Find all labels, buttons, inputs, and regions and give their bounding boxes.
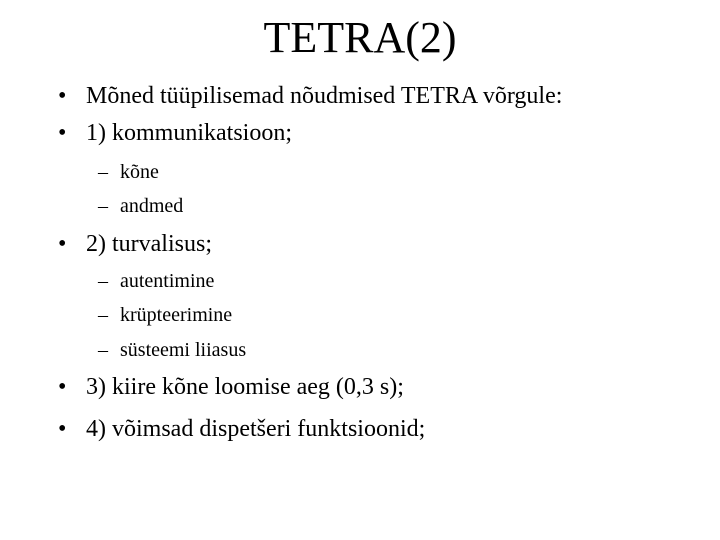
bullet-marker: • <box>58 374 67 400</box>
bullet-marker: • <box>58 83 67 109</box>
sub-bullet-text: kõne <box>120 161 159 183</box>
bullet-item <box>58 81 562 111</box>
slide-title: TETRA(2) <box>263 13 457 62</box>
bullet-text: 4) võimsad dispetšeri funktsioonid; <box>86 416 426 442</box>
sub-bullet-item <box>98 159 159 185</box>
sub-bullet-text: krüpteerimine <box>120 304 233 326</box>
bullet-item <box>58 229 212 259</box>
sub-bullet-text: süsteemi liiasus <box>120 339 247 361</box>
sub-bullet-item <box>98 193 183 219</box>
bullet-text: Mõned tüüpilisemad nõudmised TETRA võrgule: <box>86 83 563 109</box>
sub-bullet-item <box>98 337 246 363</box>
bullet-marker: • <box>58 231 67 257</box>
bullet-item <box>58 118 292 148</box>
bullet-item <box>58 414 425 444</box>
dash-marker: – <box>98 195 108 217</box>
bullet-item <box>58 372 404 402</box>
sub-bullet-item <box>98 302 232 328</box>
bullet-text: 1) kommunikatsioon; <box>86 120 292 146</box>
dash-marker: – <box>98 161 108 183</box>
bullet-marker: • <box>58 416 67 442</box>
bullet-text: 2) turvalisus; <box>86 231 212 257</box>
dash-marker: – <box>98 339 108 361</box>
dash-marker: – <box>98 270 108 292</box>
bullet-text: 3) kiire kõne loomise aeg (0,3 s); <box>86 374 404 400</box>
dash-marker: – <box>98 304 108 326</box>
sub-bullet-item <box>98 268 214 294</box>
sub-bullet-text: andmed <box>120 195 184 217</box>
bullet-marker: • <box>58 120 67 146</box>
sub-bullet-text: autentimine <box>120 270 215 292</box>
